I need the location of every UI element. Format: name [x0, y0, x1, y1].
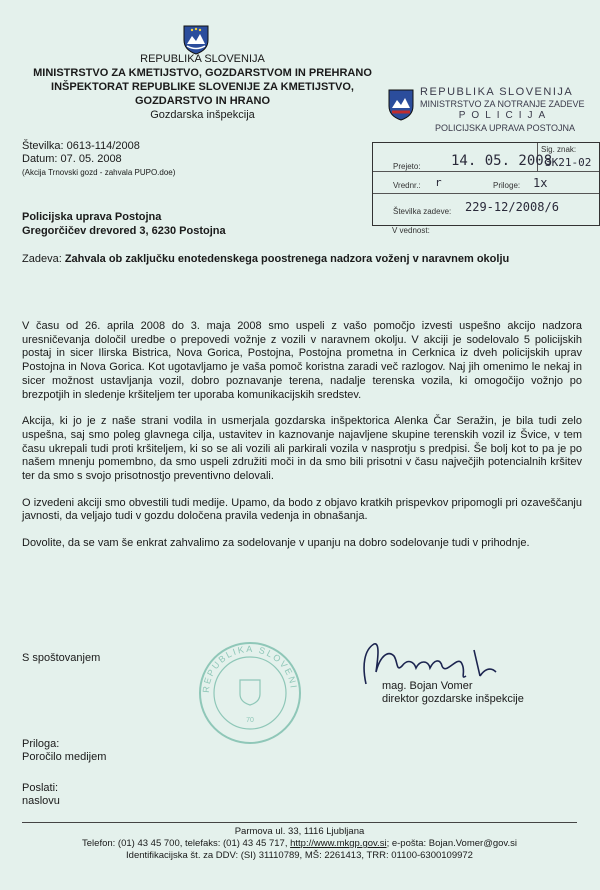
body-paragraph-2: Akcija, ki jo je z naše strani vodila in usmerjala gozdarska inšpektorica Alenka Čar Seražin, je bila tudi zelo uspešna, saj smo poleg glavnega cilja, ustavitev in kaznovanje najavljene skupine terenskih vozil iz Švice, v tem času ukrepali tudi proti kršiteljem, ki so se ali vozili ali parkirali vozila v nasprotju s predpisi. Še bolj kot to pa je po našem mnenju pomembno, da smo uspeli združiti moči in da smo bili prisotni v času največjih potencialnih kršitev ter da smo s svojo prisotnostjo preventivno delovali. [22, 415, 582, 483]
vednost-label: V vednost: [392, 226, 430, 235]
seal-number: 70 [246, 717, 254, 724]
attachments-stamp-label: Priloge: [493, 181, 521, 190]
body-paragraph-1: V času od 26. aprila 2008 do 3. maja 2008 smo uspeli z vašo pomočjo izvesti uspešno akcijo nadzora uresničevanja določil uredbe o prepovedi vožnje z vozili v naravnem okolju. V akciji je sodelovalo 5 policijskih postaj in sicer Ilirska Bistrica, Nova Gorica, Postojna, Postojna prometna in Cerknica iz dveh policijskih uprav Postojna in Nova Gorica. Kot ugotavljamo je vaša pomoč koristna zaradi več razlogov. Naj jih omenimo le nekaj in sicer možnost ustavljanja vozil, dobro poznavanje terena, nadalje terenska vozila, ki omogočijo vožnjo po brezpotjih in sledenje kršiteljem ter uporaba komunikacijskih sredstev. [22, 320, 582, 401]
recipient-name: Policijska uprava Postojna [22, 211, 162, 223]
police-country: REPUBLIKA SLOVENIJA [420, 86, 574, 98]
signer-title: direktor gozdarske inšpekcije [382, 693, 524, 705]
attachments-block [22, 738, 106, 764]
footer-email: ; e-pošta: Bojan.Vomer@gov.si [386, 838, 517, 849]
reference-action: (Akcija Trnovski gozd - zahvala PUPO.doe) [22, 168, 176, 177]
body-paragraph-4: Dovolite, da se vam še enkrat zahvalimo za sodelovanje v upanju na dobro sodelovanje tudi v prihodnje. [22, 537, 530, 550]
footer-phone: Telefon: (01) 43 45 700, telefaks: (01) 43 45 717, [82, 838, 291, 849]
footer-ids: Identifikacijska št. za DDV: (SI) 31110789, MŠ: 2261413, TRR: 01100-6300109972 [126, 850, 473, 861]
reference-number: Številka: 0613-114/2008 [22, 140, 140, 152]
seal-text: REPUBLIKA SLOVENI [200, 643, 299, 694]
case-label: Številka zadeve: [393, 207, 452, 216]
attachments-stamp-value: 1x [533, 176, 548, 190]
received-date: 14. 05. 2008 [451, 153, 553, 169]
footer-website-link[interactable]: http://www.mkgp.gov.si [290, 838, 387, 849]
official-seal [195, 638, 305, 753]
send-to-label: Poslati: [22, 782, 59, 794]
reference-block [22, 140, 175, 179]
closing-greeting: S spoštovanjem [22, 652, 101, 664]
sign-label: Sig. znak: [541, 145, 577, 154]
returned-label: Vrednr.: [393, 181, 421, 190]
case-value: 229-12/2008/6 [465, 200, 559, 214]
send-to-block [22, 782, 60, 808]
police-ministry: MINISTRSTVO ZA NOTRANJE ZADEVE [420, 99, 585, 109]
returned-value: r [435, 176, 442, 189]
recipient-address: Gregorčičev drevored 3, 6230 Postojna [22, 225, 226, 237]
signer-block [382, 680, 524, 706]
footer [22, 822, 577, 862]
svg-text:REPUBLIKA SLOVENIJA [195, 638, 299, 693]
reference-date: Datum: 07. 05. 2008 [22, 153, 122, 165]
police-directorate: POLICIJSKA UPRAVA POSTOJNA [434, 123, 576, 133]
sender-unit: Gozdarska inšpekcija [150, 109, 255, 121]
letter-body [22, 320, 582, 564]
body-paragraph-3: O izvedeni akciji smo obvestili tudi medije. Upamo, da bodo z objavo kratkih prispevkov pripomogli pri ozaveščanju javnosti, da veljajo tudi v gozdu določena pravila vedenja in obnašanja. [22, 496, 582, 523]
attachments-item: Poročilo medijem [22, 751, 107, 763]
received-label: Prejeto: [393, 162, 421, 171]
footer-address: Parmova ul. 33, 1116 Ljubljana [234, 826, 365, 837]
sender-country: REPUBLIKA SLOVENIJA [140, 53, 265, 65]
attachments-label: Priloga: [22, 738, 60, 750]
footer-contacts [22, 838, 577, 850]
sender-block [30, 52, 375, 122]
signer-name: mag. Bojan Vomer [382, 680, 473, 692]
registry-stamp [372, 142, 600, 226]
sender-inspectorate-line2: GOZDARSTVO IN HRANO [134, 95, 271, 107]
sender-ministry: MINISTRSTVO ZA KMETIJSTVO, GOZDARSTVOM IN PREHRANO [33, 67, 372, 79]
police-header [385, 86, 600, 134]
subject-label: Zadeva: [22, 253, 62, 265]
recipient-block [22, 210, 226, 238]
subject-text: Zahvala ob zaključku enotedenskega poostrenega nadzora voženj v naravnem okolju [64, 253, 510, 265]
send-to-item: naslovu [22, 795, 60, 807]
subject-line [22, 252, 567, 266]
sign-value: 3K21-02 [545, 156, 592, 169]
sender-inspectorate-line1: INŠPEKTORAT REPUBLIKE SLOVENIJE ZA KMETIJSTVO, [51, 81, 354, 93]
police-policija: POLICIJA [458, 110, 552, 121]
